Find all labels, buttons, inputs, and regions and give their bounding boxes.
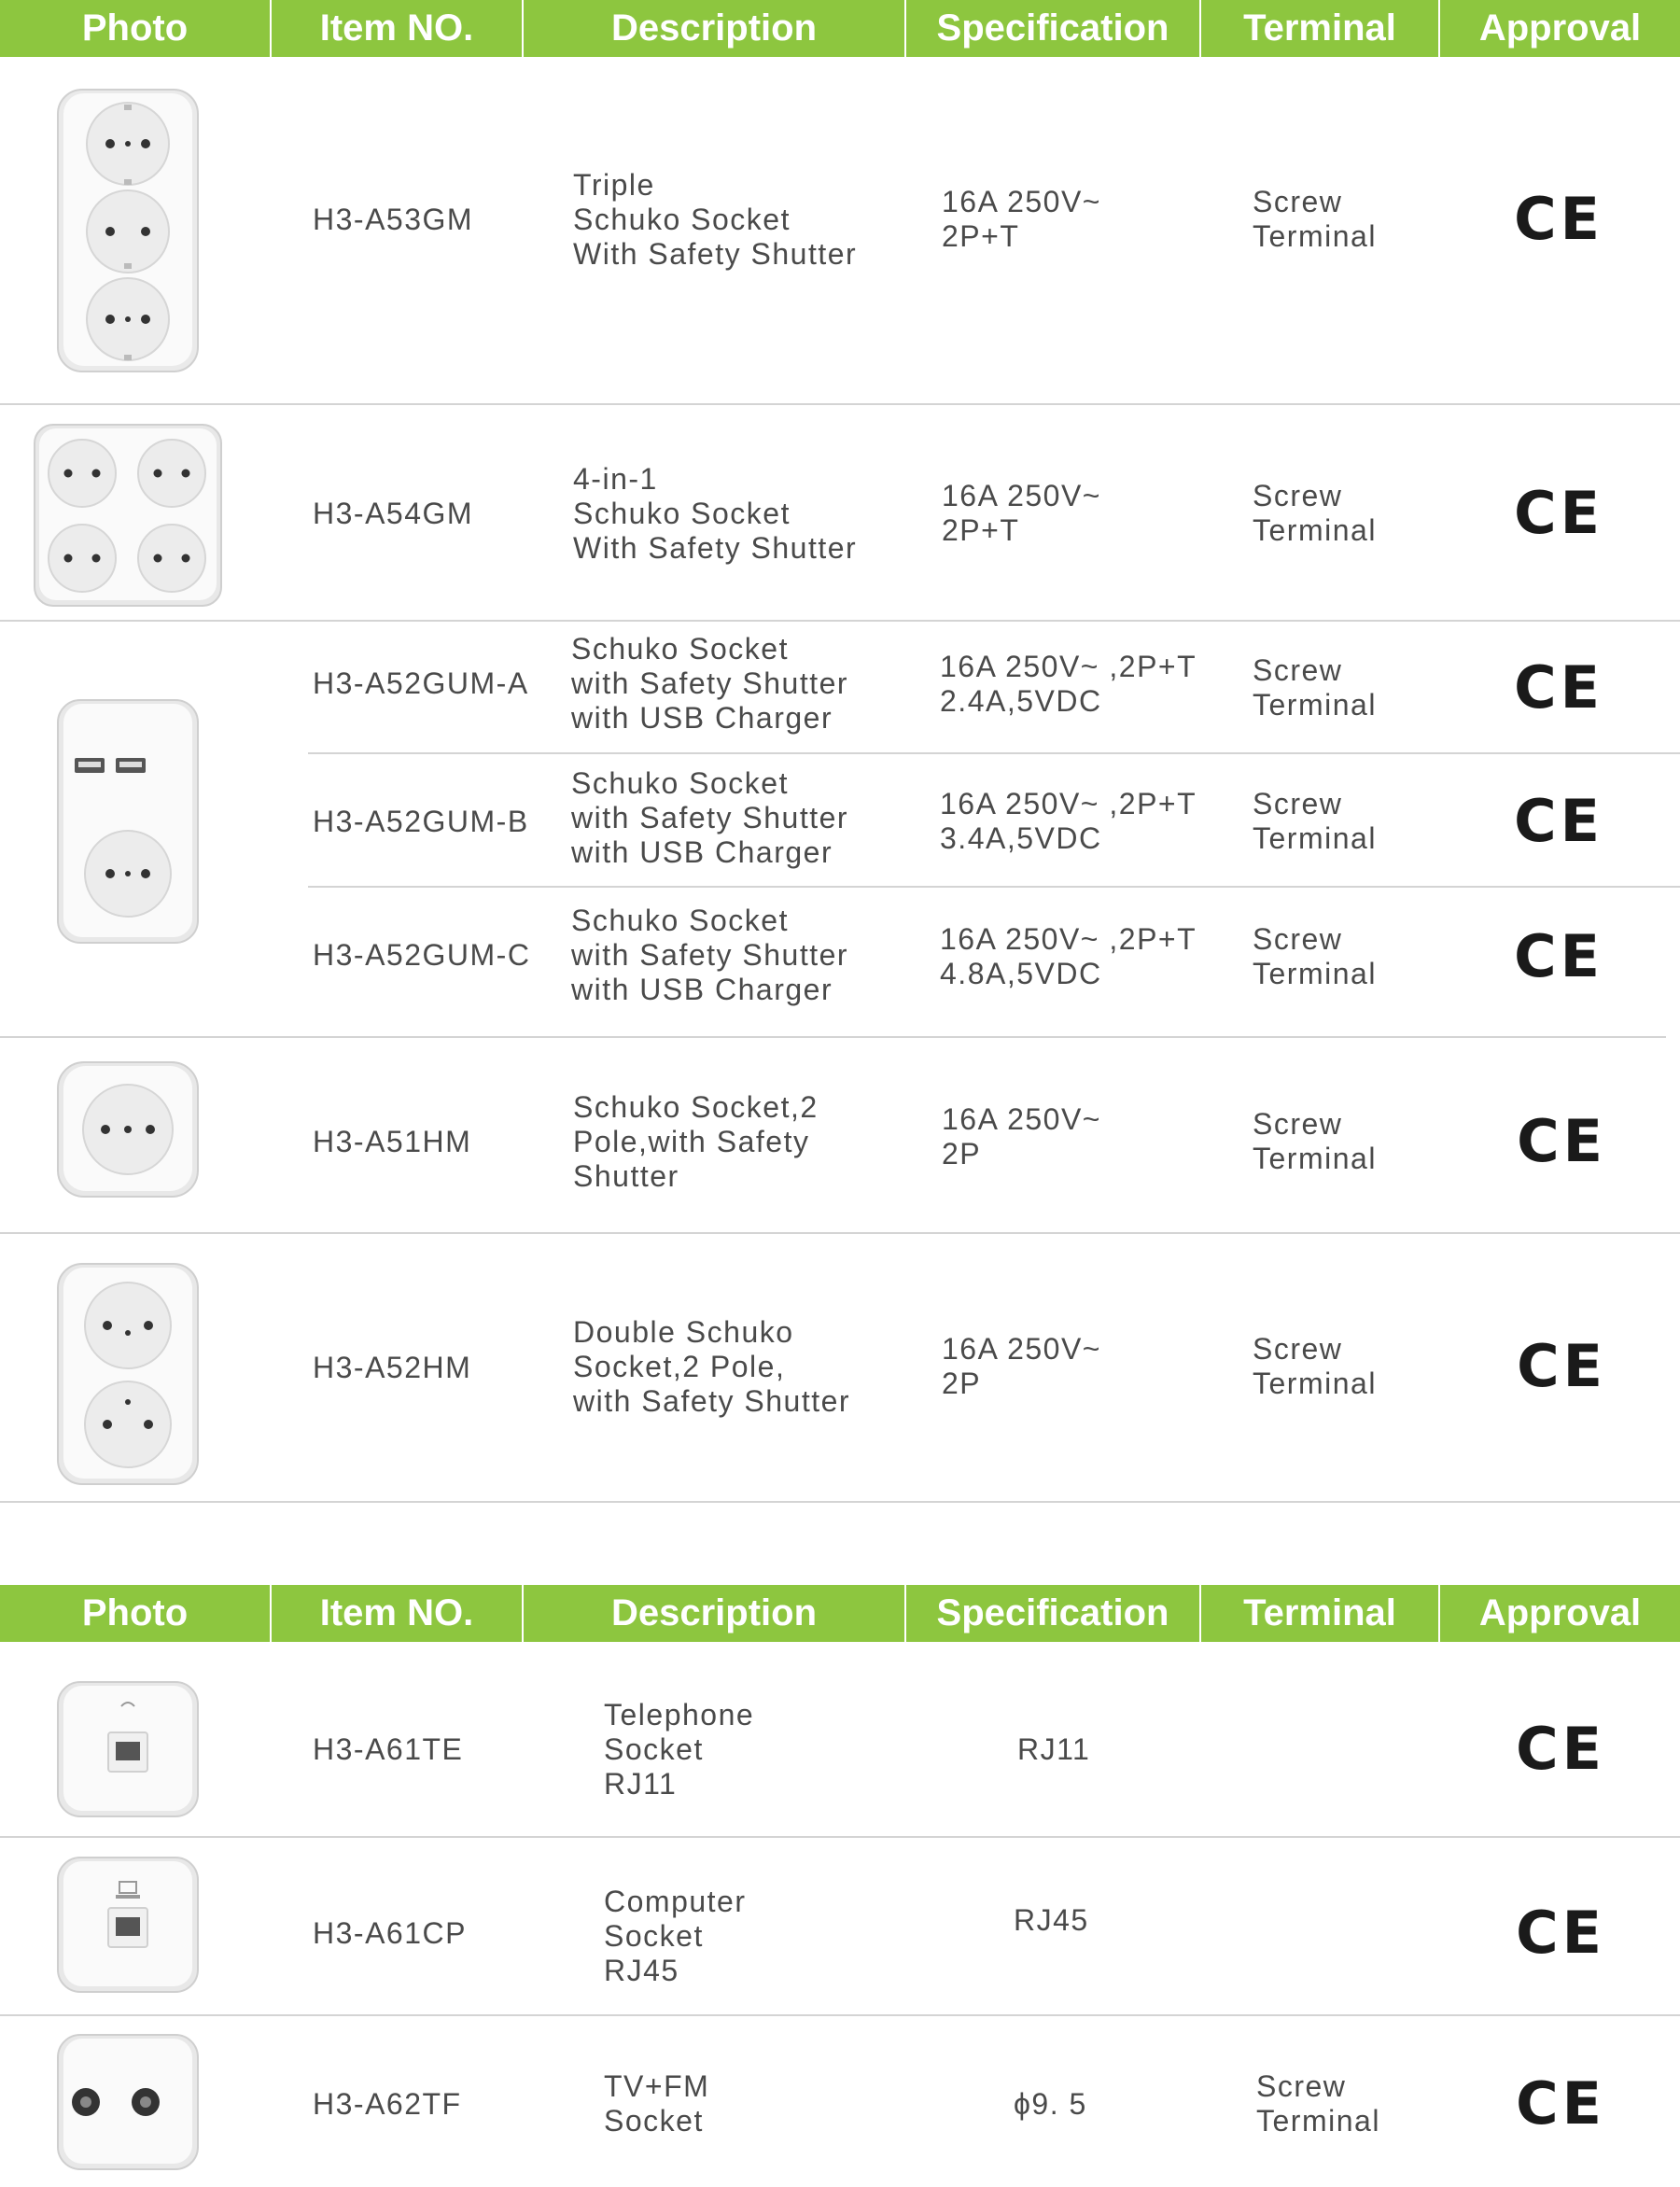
telephone-socket-photo [54,1678,202,1820]
triple-socket-photo [54,86,202,375]
row-divider [0,1036,1666,1038]
item-number: H3-A62TF [313,2086,462,2121]
item-number: H3-A52GUM-B [313,804,529,838]
specification: 16A 250V~ ,2P+T 3.4A,5VDC [940,787,1197,855]
header-specification: Specification [906,1585,1201,1642]
header-item-no: Item NO. [272,1585,524,1642]
item-number: H3-A53GM [313,202,474,236]
item-number: H3-A54GM [313,496,474,530]
description: Computer Socket RJ45 [604,1884,747,1987]
terminal: Screw Terminal [1253,1107,1377,1175]
item-number: H3-A52GUM-A [313,666,529,700]
ce-mark: CE [1514,653,1603,722]
row-divider [308,886,1680,888]
terminal: Screw Terminal [1253,185,1377,253]
specification: 16A 250V~ 2P [942,1332,1101,1400]
header-terminal: Terminal [1201,0,1440,57]
item-number: H3-A52GUM-C [313,937,531,972]
computer-socket-photo [54,1854,202,1996]
terminal: Screw Terminal [1253,787,1377,855]
terminal: Screw Terminal [1253,1332,1377,1400]
description: 4-in-1 Schuko Socket With Safety Shutter [573,461,858,565]
row-divider [0,403,1680,405]
specification: ϕ9. 5 [1014,2086,1087,2121]
description: Triple Schuko Socket With Safety Shutter [573,167,858,271]
header-description: Description [524,0,906,57]
table1-header [0,0,1680,57]
terminal: Screw Terminal [1256,2069,1380,2138]
tv-fm-socket-photo [54,2031,202,2173]
description: TV+FM Socket [604,2069,710,2138]
row-divider [0,1501,1680,1503]
specification: 16A 250V~ ,2P+T 4.8A,5VDC [940,922,1197,990]
row-divider [308,752,1680,754]
row-divider [0,2014,1680,2016]
description: Telephone Socket RJ11 [604,1697,755,1801]
specification: 16A 250V~ ,2P+T 2.4A,5VDC [940,650,1197,718]
specification: 16A 250V~ 2P [942,1102,1101,1171]
ce-mark: CE [1517,1332,1606,1400]
row-divider [0,1232,1680,1234]
header-photo: Photo [0,1585,272,1642]
header-specification: Specification [906,0,1201,57]
ce-mark: CE [1514,787,1603,855]
header-photo: Photo [0,0,272,57]
item-number: H3-A61CP [313,1915,467,1950]
description: Schuko Socket with Safety Shutter with USB Charger [571,903,849,1006]
ce-mark: CE [1516,2069,1605,2138]
table2-header [0,1585,1680,1642]
ce-mark: CE [1516,1899,1605,1967]
single-socket-photo [54,1058,202,1200]
specification: RJ11 [1017,1731,1091,1766]
ce-mark: CE [1514,185,1603,253]
usb-socket-photo [54,696,202,946]
quad-socket-photo [32,422,224,609]
header-terminal: Terminal [1201,1585,1440,1642]
row-divider [0,620,1680,622]
header-item-no: Item NO. [272,0,524,57]
item-number: H3-A51HM [313,1124,472,1158]
item-number: H3-A52HM [313,1350,472,1384]
description: Schuko Socket with Safety Shutter with USB Charger [571,765,849,869]
terminal: Screw Terminal [1253,922,1377,990]
specification: 16A 250V~ 2P+T [942,479,1101,547]
description: Double Schuko Socket,2 Pole, with Safety Shutter [573,1314,851,1418]
description: Schuko Socket with Safety Shutter with USB Charger [571,631,849,735]
ce-mark: CE [1514,479,1603,547]
ce-mark: CE [1517,1107,1606,1175]
terminal: Screw Terminal [1253,653,1377,722]
terminal: Screw Terminal [1253,479,1377,547]
item-number: H3-A61TE [313,1731,464,1766]
header-description: Description [524,1585,906,1642]
header-approval: Approval [1478,7,1642,49]
ce-mark: CE [1514,922,1603,990]
specification: RJ45 [1014,1902,1089,1937]
row-divider [0,1836,1680,1838]
double-socket-photo [54,1260,202,1488]
description: Schuko Socket,2 Pole,with Safety Shutter [573,1089,819,1193]
specification: 16A 250V~ 2P+T [942,185,1101,253]
header-approval: Approval [1478,1592,1642,1633]
ce-mark: CE [1516,1715,1605,1783]
